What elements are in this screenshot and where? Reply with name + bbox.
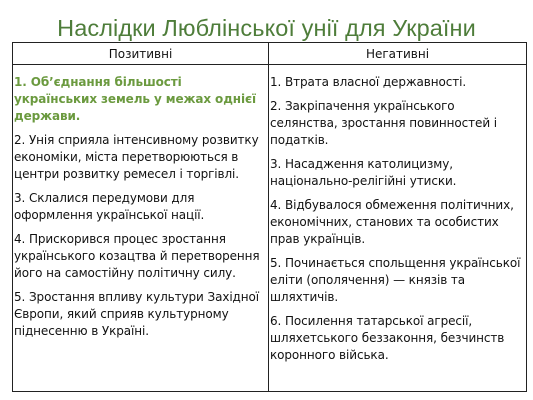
negative-list <box>269 74 526 364</box>
positive-item: 3. Склалися передумови для оформлення української нації. <box>14 191 205 222</box>
header-positive: Позитивні <box>13 43 269 65</box>
negative-item: 5. Починається спольщення української еліти (ополячення) — князів та шляхтичів. <box>270 256 521 304</box>
negative-item: 4. Відбувалося обмеження політичних, економічних, станових та особистих прав українців. <box>270 198 514 246</box>
negative-item: 3. Насадження католицизму, національно-релігійні утиски. <box>270 157 457 188</box>
header-negative: Негативні <box>269 43 527 65</box>
negative-item: 6. Посилення татарської агресії, шляхетського беззаконня, безчинств коронного війська. <box>270 314 505 362</box>
positive-item: 2. Унія сприяла інтенсивному розвитку економіки, міста перетворюються в центри розвитку ремесел і торгівлі. <box>14 133 259 181</box>
positive-cell <box>13 65 269 392</box>
negative-item: 2. Закріпачення українського селянства, зростання повинностей і податків. <box>270 99 497 147</box>
positive-item: 5. Зростання впливу культури Західної Європи, який сприяв культурному піднесенню в Україні. <box>14 290 259 338</box>
positive-list <box>13 74 268 340</box>
positive-item: 1. Об’єднання більшості українських земель у межах однієї держави. <box>14 75 257 123</box>
negative-cell <box>269 65 527 392</box>
table-row <box>13 65 527 392</box>
comparison-table <box>12 42 527 392</box>
negative-item: 1. Втрата власної державності. <box>270 75 467 89</box>
table-header-row <box>13 43 527 65</box>
slide-title: Наслідки Люблінської унії для України <box>57 15 476 41</box>
positive-item: 4. Прискорився процес зростання українського козацтва й перетворення його на самостійну політичну силу. <box>14 232 260 280</box>
